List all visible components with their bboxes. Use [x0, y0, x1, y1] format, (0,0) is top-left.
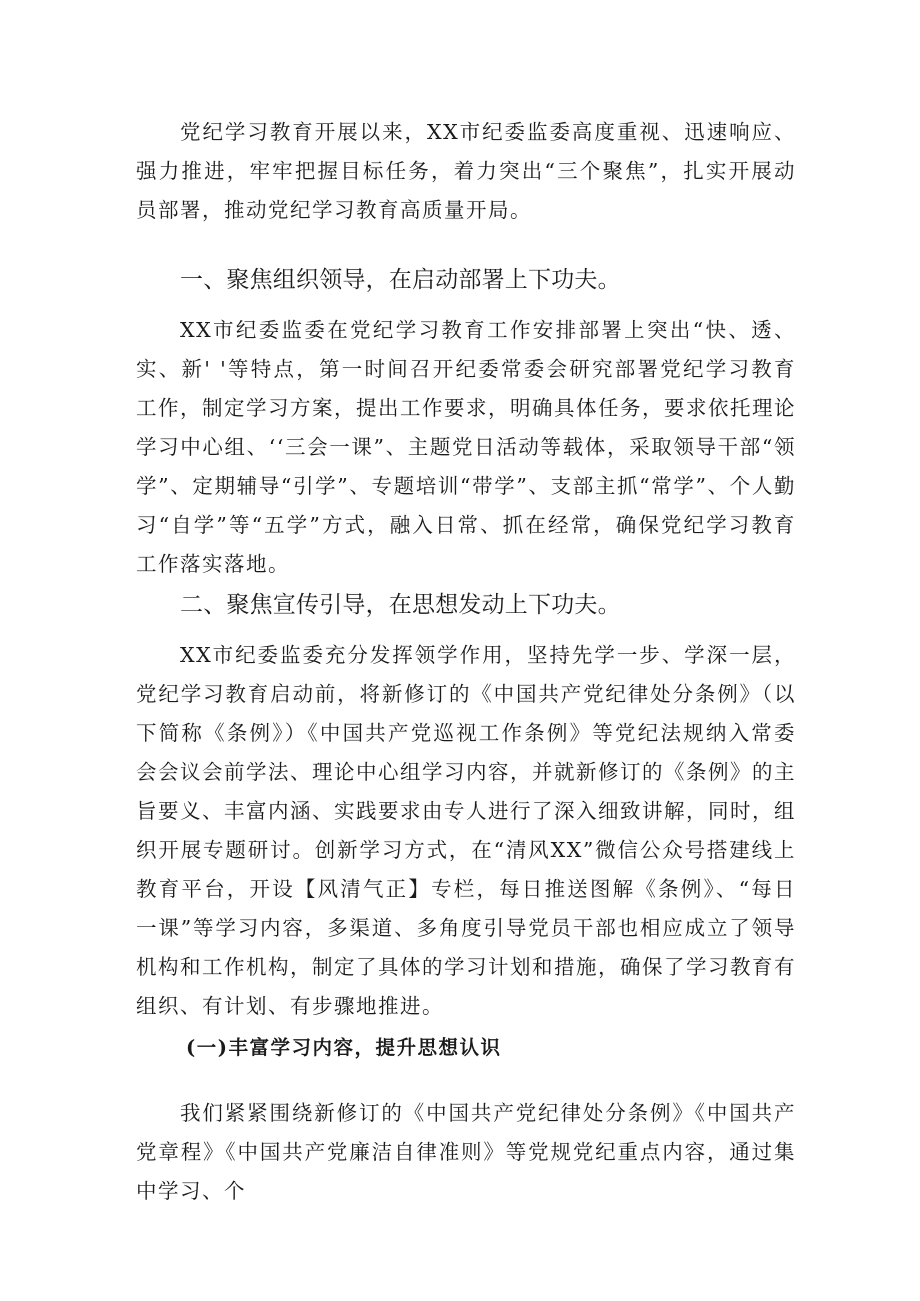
section-2-paragraph: XX市纪委监委充分发挥领学作用，坚持先学一步、学深一层，党纪学习教育启动前，将新修订的《中国共产党纪律处分条例》（以下简称《条例》）《中国共产党巡视工作条例》等党纪法规纳入常委会会议会前学法、理论中心组学习内容，并就新修订的《条例》的主旨要义、丰富内涵、实践要求由专人进行了深入细致讲解，同时，组织开展专题研讨。创新学习方式，在“清风XX”微信公众号搭建线上教育平台，开设【风清气正】专栏，每日推送图解《条例》、“每日一课”等学习内容，多渠道、多角度引导党员干部也相应成立了领导机构和工作机构，制定了具体的学习计划和措施，确保了学习教育有组织、有计划、有步骤地推进。 — [136, 643, 796, 1018]
intro-paragraph: 党纪学习教育开展以来，XX市纪委监委高度重视、迅速响应、强力推进，牢牢把握目标任务，着力突出“三个聚焦”，扎实开展动员部署，推动党纪学习教育高质量开局。 — [136, 120, 796, 222]
section-1-heading: 一、聚焦组织领导，在启动部署上下功夫。 — [180, 267, 621, 293]
section-1-paragraph: XX市纪委监委在党纪学习教育工作安排部署上突出“快、透、实、新' '等特点，第一时间召开纪委常委会研究部署党纪学习教育工作，制定学习方案，提出工作要求，明确具体任务，要求依托理论学习中心组、‘‘三会一课”、主题党日活动等载体，采取领导干部“领学”、定期辅导“引学”、专题培训“带学”、支部主抓“常学”、个人勤习“自学”等“五学”方式，融入日常、抓在经常，确保党纪学习教育工作落实落地。 — [136, 318, 796, 576]
subsection-heading: (一)丰富学习内容，提升思想认识 — [186, 1036, 502, 1059]
subsection-paragraph: 我们紧紧围绕新修订的《中国共产党纪律处分条例》《中国共产党章程》《中国共产党廉洁自律准则》等党规党纪重点内容，通过集中学习、个 — [136, 1101, 796, 1203]
section-2-heading: 二、聚焦宣传引导，在思想发动上下功夫。 — [180, 592, 621, 618]
